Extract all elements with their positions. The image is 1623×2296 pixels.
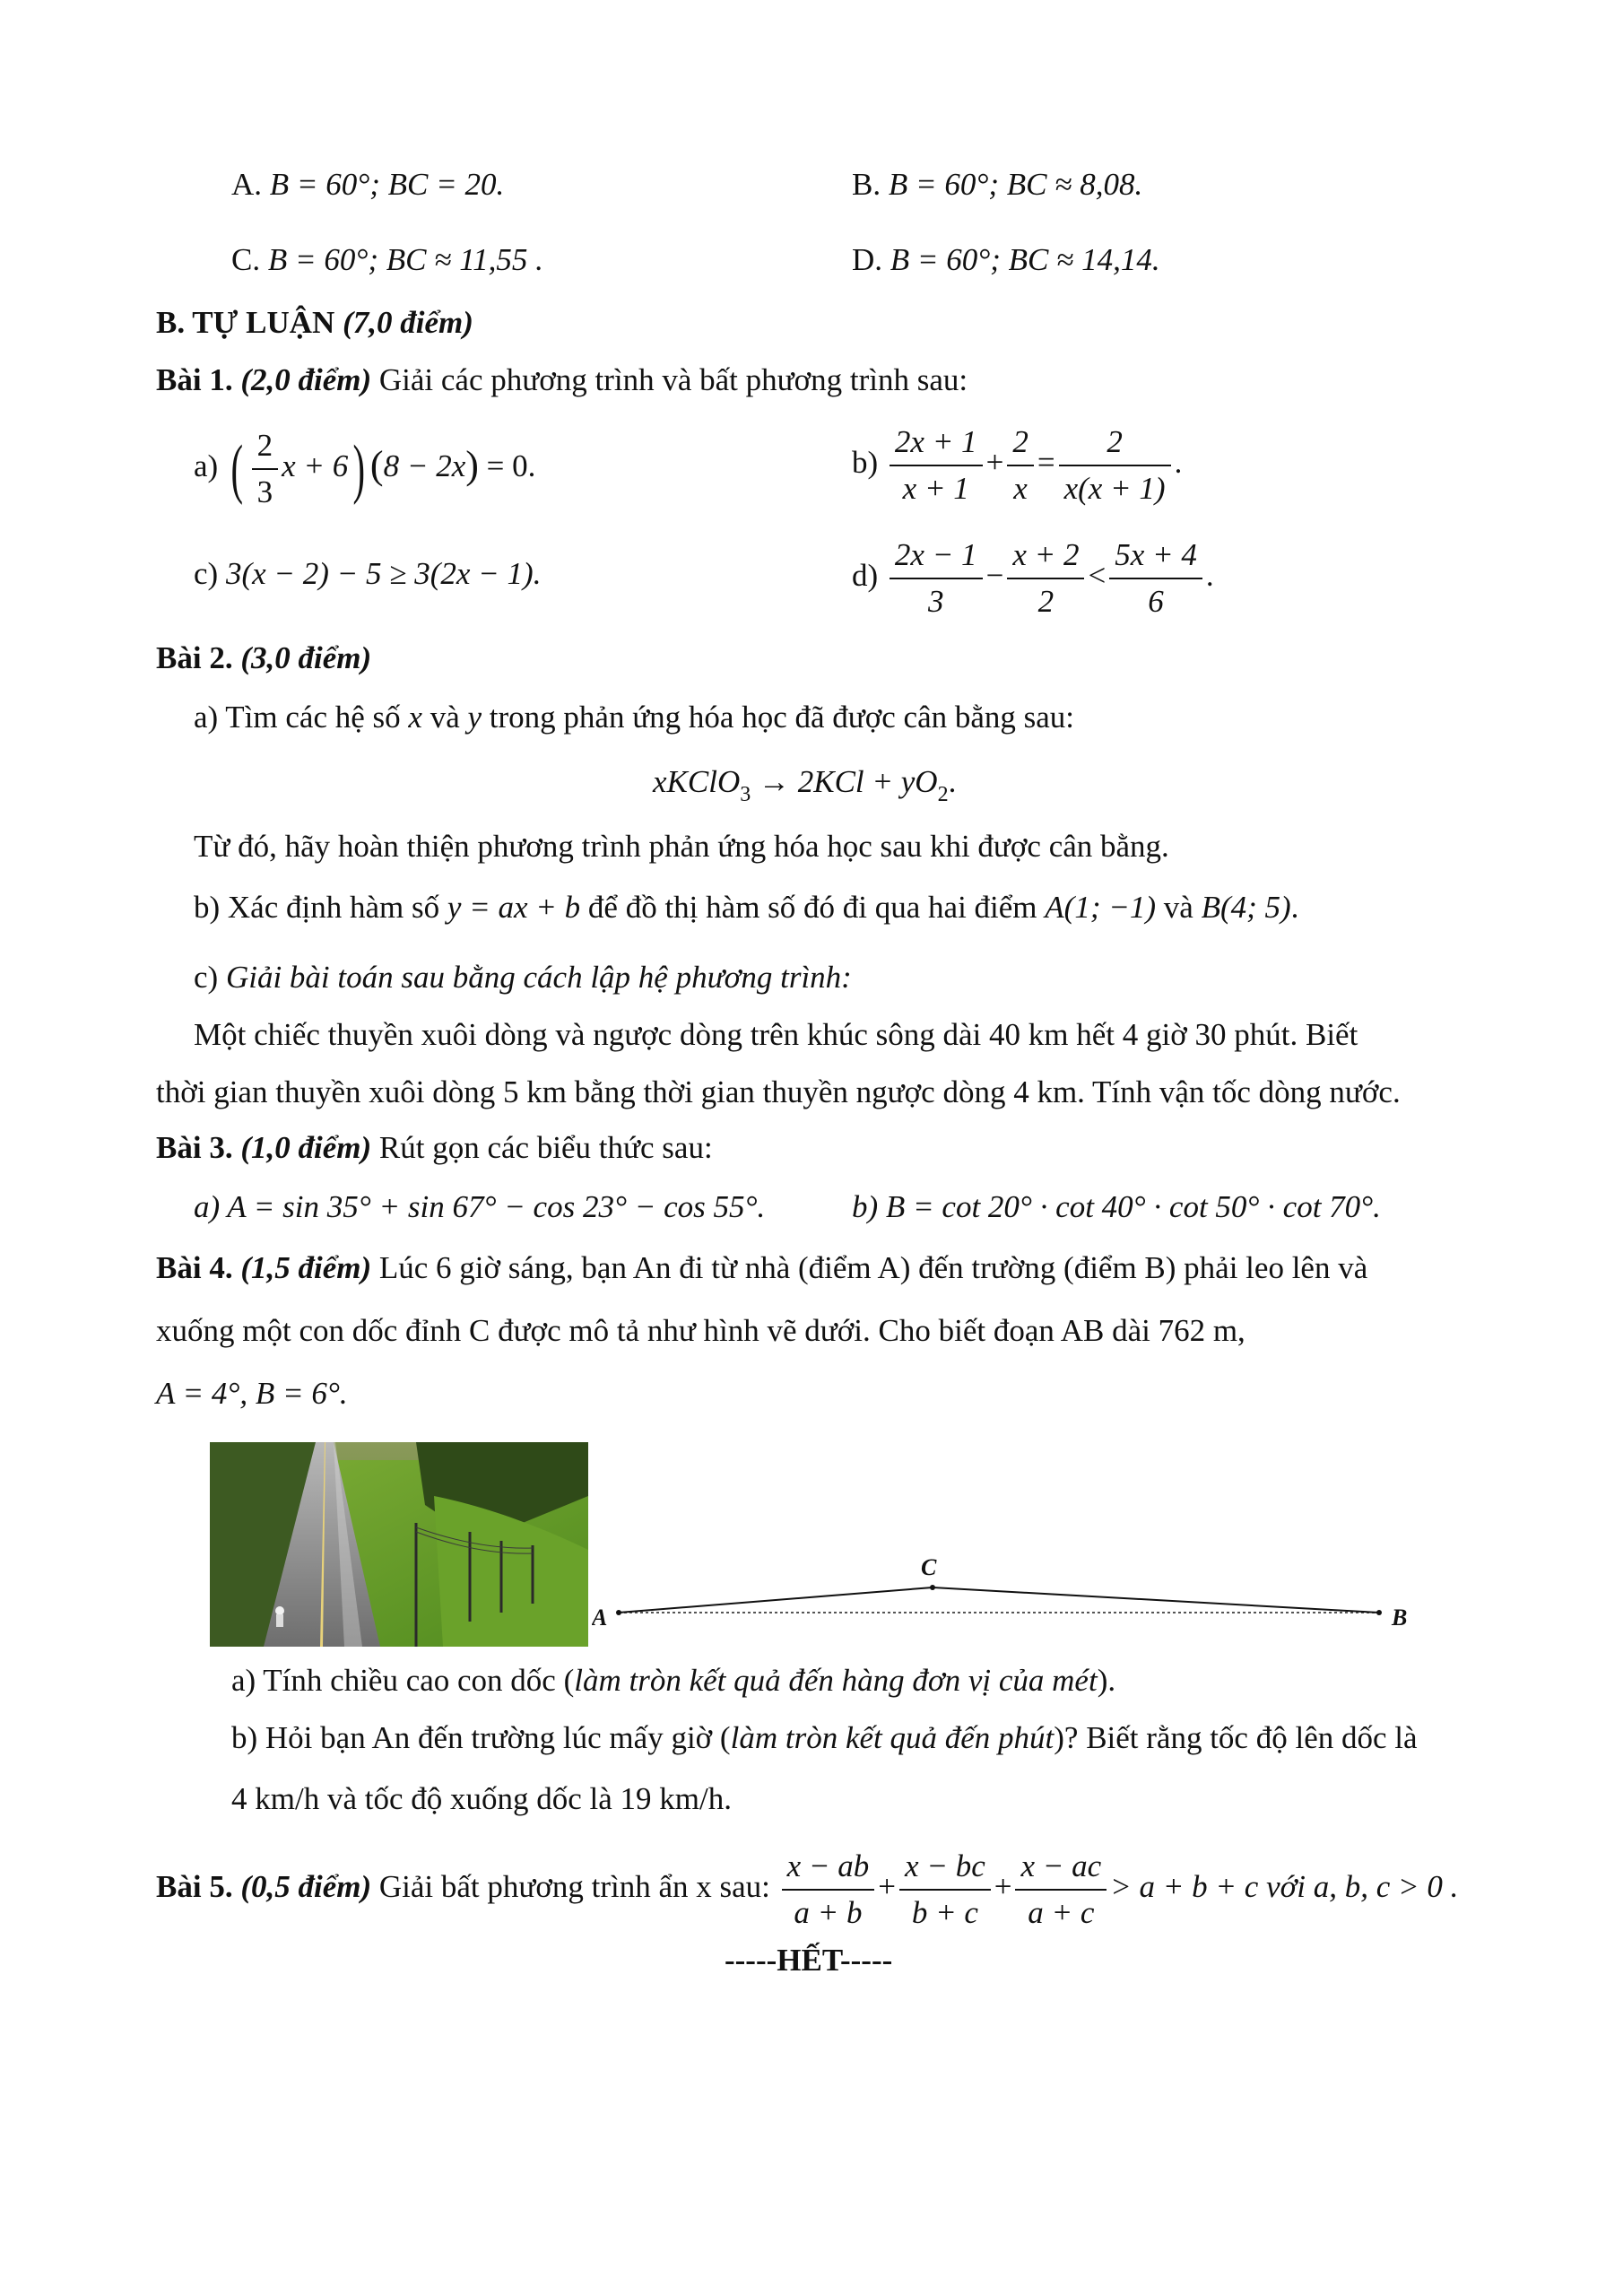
bai2-c: c) Giải bài toán sau bằng cách lập hệ phương trình:: [194, 960, 852, 995]
bai4-question-b: b) Hỏi bạn An đến trường lúc mấy giờ (làm tròn kết quả đến phút)? Biết rằng tốc độ lên dốc là: [231, 1720, 1418, 1755]
bai4-line1: Bài 4. (1,5 điểm) Lúc 6 giờ sáng, bạn An đi từ nhà (điểm A) đến trường (điểm B) phải leo lên và: [156, 1250, 1368, 1285]
bai3-a: a) A = sin 35° + sin 67° − cos 23° − cos 55°.: [194, 1189, 766, 1224]
road-hill-photo: [210, 1442, 588, 1647]
section-b-heading: B. TỰ LUẬN (7,0 điểm): [156, 305, 473, 340]
label-a: A: [592, 1605, 608, 1631]
bai1-c: c) 3(x − 2) − 5 ≥ 3(2x − 1).: [194, 556, 542, 591]
point-c-dot: [930, 1585, 935, 1590]
cb-side: [933, 1587, 1379, 1613]
bai4-line3: A = 4°, B = 6°.: [156, 1376, 348, 1411]
bai1-a: a) ( $\frac{2}{3}$ x + 6) (8 − 2x) = 0.: [194, 423, 535, 515]
bai2-problem-line2: thời gian thuyền xuôi dòng 5 km bằng thời gian thuyền ngược dòng 4 km. Tính vận tốc dòng nước.: [156, 1074, 1401, 1109]
bai1-d: d) $\frac{2x - 1}{3}$ − $\frac{x + 2}{2}$ < $\frac{5x + 4}{6}$ .: [852, 531, 1214, 624]
point-a-dot: [616, 1610, 621, 1615]
end-mark: -----HẾT-----: [725, 1943, 893, 1978]
bai2-reaction: xKClO$_3$ → $2KCl + yO_2$.: [653, 764, 957, 806]
option-a: A. B = 60°; BC = 20.: [231, 167, 505, 202]
bai1-b: b) $\frac{2x + 1}{x + 1}$ + $\frac{2}{x}$ = $\frac{2}{x(x + 1)}$ .: [852, 418, 1182, 511]
bai2-problem-line1: Một chiếc thuyền xuôi dòng và ngược dòng trên khúc sông dài 40 km hết 4 giờ 30 phút. Biết: [194, 1017, 1358, 1052]
bai4-question-b-line2: 4 km/h và tốc độ xuống dốc là 19 km/h.: [231, 1781, 732, 1816]
bai4-question-a: a) Tính chiều cao con dốc (làm tròn kết quả đến hàng đơn vị của mét).: [231, 1663, 1116, 1698]
bai4-line2: xuống một con dốc đỉnh C được mô tả như hình vẽ dưới. Cho biết đoạn AB dài 762 m,: [156, 1313, 1245, 1348]
option-c: C. B = 60°; BC ≈ 11,55 .: [231, 242, 543, 277]
label-c: C: [921, 1554, 937, 1580]
point-b-dot: [1376, 1610, 1382, 1615]
bai3-heading: Bài 3. (1,0 điểm) Rút gọn các biểu thức sau:: [156, 1130, 713, 1165]
bai2-b: b) Xác định hàm số y = ax + b để đồ thị hàm số đó đi qua hai điểm A(1; −1) và B(4; 5).: [194, 890, 1299, 925]
bai2-heading: Bài 2. (3,0 điểm): [156, 640, 372, 675]
bai1-heading: Bài 1. (2,0 điểm) Giải các phương trình và bất phương trình sau:: [156, 362, 968, 397]
slope-diagram: [592, 1525, 1426, 1650]
bai5: Bài 5. (0,5 điểm) Giải bất phương trình ẩn x sau: $\frac{x - ab}{a + b}$ + $\frac{x - bc}{b + c}$ + $\frac{x - ac}{a + c}$ > a + b + c với a, b, c > 0 .: [156, 1842, 1458, 1935]
bai2-follow: Từ đó, hãy hoàn thiện phương trình phản ứng hóa học sau khi được cân bằng.: [194, 829, 1169, 864]
bai3-b: b) B = cot 20° · cot 40° · cot 50° · cot 70°.: [852, 1189, 1381, 1224]
option-d: D. B = 60°; BC ≈ 14,14.: [852, 242, 1160, 277]
ac-side: [619, 1587, 933, 1613]
label-b: B: [1392, 1605, 1408, 1631]
option-b: B. B = 60°; BC ≈ 8,08.: [852, 167, 1143, 202]
bai2-a: a) Tìm các hệ số x và y trong phản ứng hóa học đã được cân bằng sau:: [194, 700, 1075, 735]
